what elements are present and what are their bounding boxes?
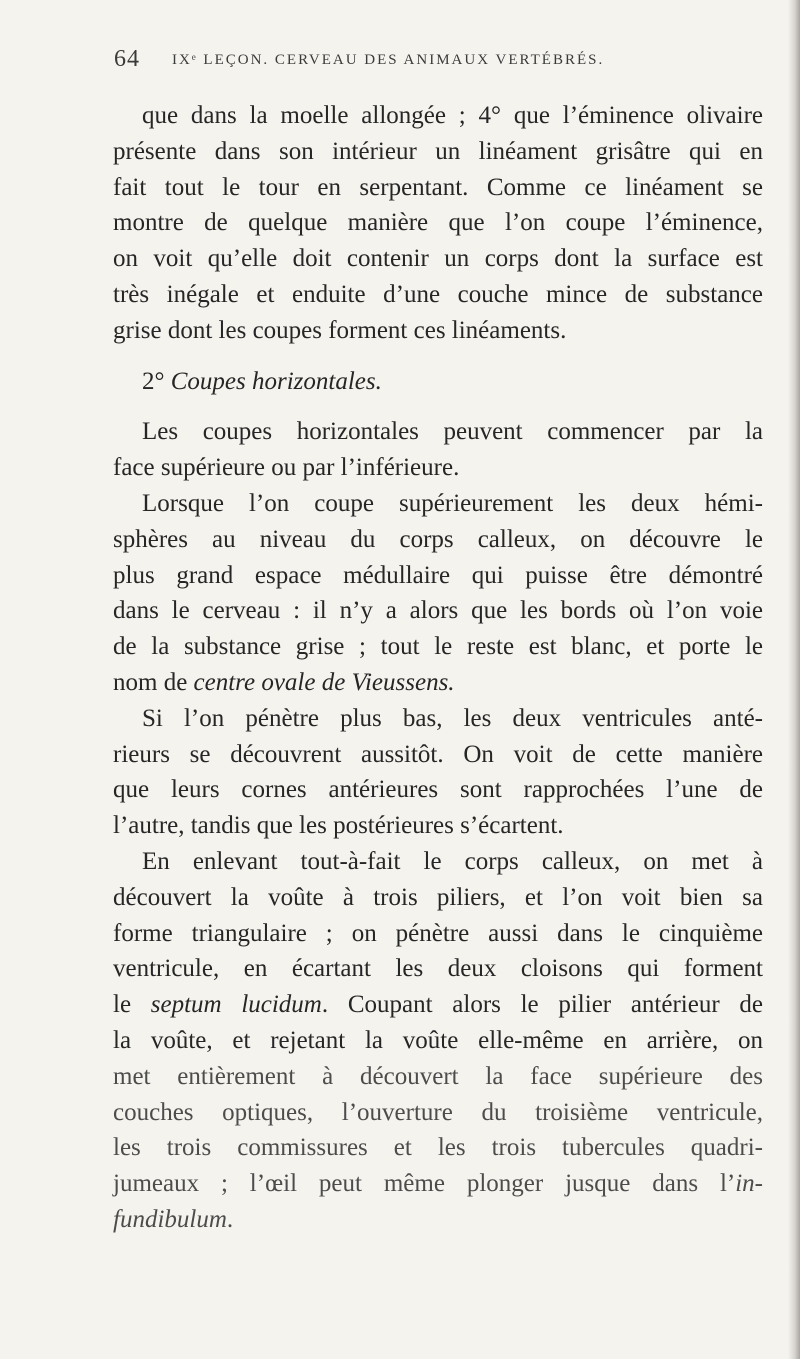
text-line: Si l’on pénètre plus bas, les deux ventricules anté-	[142, 704, 763, 732]
text-fragment: . Coupant alors le pilier antérieur de	[321, 991, 763, 1019]
text-fragment: jumeaux ; l’œil peut même plonger jusque dans l’	[113, 1170, 736, 1198]
text-line: que leurs cornes antérieures sont rapprochées l’une de	[113, 776, 763, 804]
text-line: forme triangulaire ; on pénètre aussi dans le cinquième	[113, 919, 763, 947]
text-line: ventricule, en écartant les deux cloisons qui forment	[113, 955, 763, 983]
text-line: la voûte, et rejetant la voûte elle-même en arrière, on	[113, 1026, 763, 1054]
text-line: les trois commissures et les trois tubercules quadri-	[113, 1134, 763, 1162]
text-line: présente dans son intérieur un linéament grisâtre qui en	[113, 137, 763, 165]
text-line	[113, 665, 763, 701]
text-line: couches optiques, l’ouverture du troisième ventricule,	[113, 1098, 763, 1126]
text-line: que dans la moelle allongée ; 4° que l’éminence olivaire	[142, 102, 763, 129]
text-line: montre de quelque manière que l’on coupe l’éminence,	[113, 209, 763, 237]
text-line	[113, 1202, 763, 1238]
text-line: dans le cerveau : il n’y a alors que les bords où l’on voie	[113, 597, 763, 625]
body-text	[113, 98, 763, 1238]
text-line: Les coupes horizontales peuvent commencer par la	[142, 418, 763, 446]
text-line	[113, 1166, 763, 1202]
page-number: 64	[114, 46, 140, 72]
text-line: très inégale et enduite d’une couche mince de substance	[113, 280, 763, 308]
italic-term: fundibulum	[113, 1205, 227, 1233]
italic-term: septum lucidum	[150, 991, 322, 1019]
text-line: fait tout le tour en serpentant. Comme ce linéament se	[113, 173, 763, 201]
text-line: rieurs se découvrent aussitôt. On voit de cette manière	[113, 740, 763, 768]
text-line	[113, 987, 763, 1023]
text-line: sphères au niveau du corps calleux, on découvre le	[113, 525, 763, 553]
text-line: on voit qu’elle doit contenir un corps dont la surface est	[113, 245, 763, 273]
running-head: IXᵉ LEÇON. CERVEAU DES ANIMAUX VERTÉBRÉS.	[172, 52, 605, 68]
text-fragment: .	[226, 1205, 234, 1233]
text-line: Lorsque l’on coupe supérieurement les deux hémi-	[142, 489, 763, 517]
section-number: 2°	[142, 367, 165, 395]
italic-term: centre ovale de Vieussens.	[193, 668, 455, 696]
page-header	[114, 46, 674, 80]
section-heading: Coupes horizontales.	[170, 367, 382, 395]
text-line: découvert la voûte à trois piliers, et l’on voit bien sa	[113, 883, 763, 911]
text-line: face supérieure ou par l’inférieure.	[113, 454, 460, 482]
section-title	[113, 364, 763, 400]
page-edge-shadow	[788, 0, 800, 1359]
text-fragment: nom de	[113, 668, 194, 696]
text-line: l’autre, tandis que les postérieures s’écartent.	[113, 812, 564, 840]
text-line: En enlevant tout-à-fait le corps calleux, on met à	[142, 847, 763, 875]
text-line: plus grand espace médullaire qui puisse être démontré	[113, 561, 763, 589]
text-line: met entièrement à découvert la face supérieure des	[113, 1062, 763, 1090]
text-fragment: le	[113, 991, 151, 1019]
text-line: de la substance grise ; tout le reste est blanc, et porte le	[113, 633, 763, 661]
italic-term: in-	[735, 1170, 763, 1198]
text-line: grise dont les coupes forment ces linéaments.	[113, 316, 567, 344]
